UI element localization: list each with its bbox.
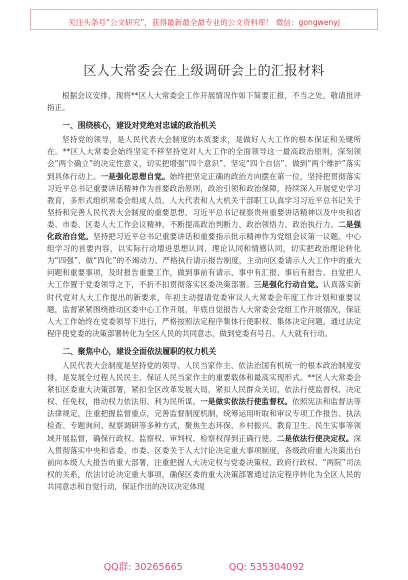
promo-banner (30, 9, 378, 30)
intro-paragraph: 根据会议安排，现将**区人大常委会工作开展情况作如下简要汇报，不当之处，敬请批评指正。 (47, 91, 361, 113)
qq-group-number: QQ群: 30265665 (103, 562, 183, 573)
document-title: 区人大常委会在上级调研会上的汇报材料 (83, 64, 325, 79)
body-text-segment: 依照宪法和监督法等法律规定，注重把握监督重点，完善监督制度机制，统筹运用听取和审议专项工作报告、执法检查、专题询问、视察调研等多种方式，聚焦生态环保、乡村振兴、教育卫生、民生实事等领域开展监督，确保行政权、监察权、审判权、检察权得到正确行使。 (47, 397, 361, 443)
bold-phrase: 三是强化行动自觉。 (253, 280, 323, 290)
section-2 (47, 346, 361, 493)
contact-footer (0, 560, 408, 576)
qq-number: QQ: 535304092 (228, 562, 305, 573)
bold-phrase: 一是做实依法行使监督权。 (200, 397, 293, 407)
bold-phrase: 一是强化思想自觉。 (100, 171, 170, 181)
promo-banner-text: 关注头条号“公文研究”，获得最新最全最专业的公文资料库！ 微信：gongwenyj (68, 18, 340, 27)
body-text-segment: 坚持党的领导，是人民代表大会制度的本质要求，是做好人大工作的根本保证和关键所在。**区人大常委会始终坚定不移坚持党对人大工作的全面领导这一最高政治原则，深刻领会“两个确立”的决定性意义，切实把增强“四个意识”、坚定“四个自信”、做到“两个维护”落实到具体行动上。 (47, 135, 361, 181)
body-text-segment: 始终把坚定正确的政治方向摆在第一位，坚持把贯彻落实习近平总书记重要讲话精神作为首要政治原则，政治引领和政治保障，持续深入开展党史学习教育，多形式组织常委会组成人员、人大代表和人大机关干部职工认真学习习近平总书记关于坚持和完善人民代表大会制度的重要思想、习近平总书记视察贵州重要讲话精神以及中央和省委、市委、区委人大工作会议精神，不断提高政治判断力、政治领悟力、政治执行力。 (47, 171, 361, 229)
section-heading: 一、围绕核心，建设对党绝对忠诚的政治机关 (62, 121, 217, 131)
section-paragraph (47, 360, 361, 493)
body-text-segment: 深入贯彻落实中央和省委、市委、区委关于人大讨论决定重大事项制度，各级政府重大决策出台前向本级人大报告的重大部署，注重把握人大决定权与党委决策权、政府行政权、“两院”司法权的关系，依法讨论决定重大事项，确保区委的重大决策部署通过法定程序转化为全区人民的共同意志和自觉行动，保证作出的决议决定体现 (47, 433, 361, 491)
section-1 (47, 120, 361, 340)
body-text-segment: 认真落实新时代党对人大工作提出的新要求，年初主动提请党委审议人大常委会年度工作计划和重要议题，监督紧紧围绕推动区委中心工作开展，年底自觉报告人大常委会党组工作开展情况，保证人大工作始终在党委领导下进行，严格按照法定程序集体行使职权、集体决定问题，通过法定程序使党委的决策部署转化为全区人民的共同意志，做到党委有号召、人大就有行动。 (47, 280, 361, 338)
body-text-segment: 坚持把习近平总书记重要讲话和重要指示批示精神作为党组会议第一议题、中心组学习的首要内容，以实际行动增进思想认同、理论认同和情感认同，切实把政治理论转化为“四强”、做“四化”的不竭动力。严格执行请示报告制度，主动向区委请示人大工作中的重大问题和重要事项，及时报告重要工作，做到事前有请示、事中有汇报、事后有报告。自觉把人大工作置于党委领导之下，不折不扣贯彻落实区委决策部署。 (47, 232, 361, 290)
section-heading: 二、聚焦中心，建设全面依法履职的权力机关 (62, 346, 217, 356)
section-paragraph (47, 134, 361, 340)
body-text-segment: 人民代表大会制度是坚持党的领导、人民当家作主、依法治国有机统一的根本政治制度安排，是发展全过程人民民主、保证人民当家作主的重要载体和最高实现形式。**区人大常委会紧扣区委重大决策部署，紧扣全区改革发展大局，紧扣人民群众关切，依法行使监督权、决定权、任免权，推动权力依法用、利为民所谋。 (47, 360, 361, 407)
bold-phrase: 二是强化政治自觉。 (47, 219, 361, 242)
bold-phrase: 二是依法行使决定权。 (276, 433, 354, 443)
document-body (47, 90, 361, 552)
